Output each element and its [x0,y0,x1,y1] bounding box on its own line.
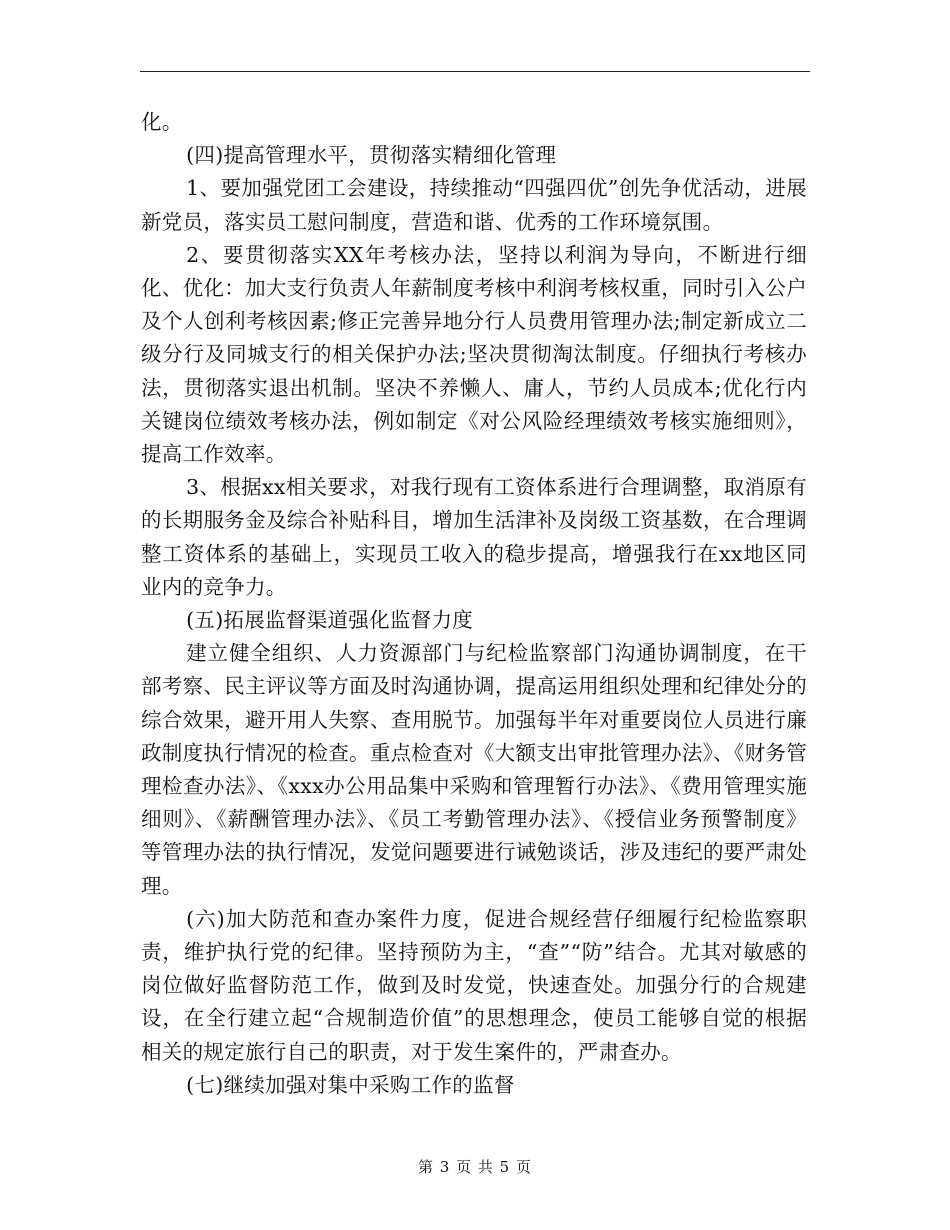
document-body [141,106,807,1102]
section-heading-7: (七)继续加强对集中采购工作的监督 [186,1072,515,1097]
paragraph: 1、要加强党团工会建设，持续推动“四强四优”创先争优活动，进展新党员，落实员工慰问制度，营造和谐、优秀的工作环境氛围。 [141,176,807,234]
header-rule [140,71,810,72]
section-heading-4: (四)提高管理水平，贯彻落实精细化管理 [186,143,557,168]
paragraph: (六)加大防范和查办案件力度，促进合规经营仔细履行纪检监察职责，维护执行党的纪律。坚持预防为主，“查”“防”结合。尤其对敏感的岗位做好监督防范工作，做到及时发觉，快速查处。加强分行的合规建设，在全行建立起“合规制造价值”的思想理念，使员工能够自觉的根据相关的规定旅行自己的职责，对于发生案件的，严肃查办。 [141,906,807,1064]
paragraph: 建立健全组织、人力资源部门与纪检监察部门沟通协调制度，在干部考察、民主评议等方面及时沟通协调，提高运用组织处理和纪律处分的综合效果，避开用人失察、查用脱节。加强每半年对重要岗位人员进行廉政制度执行情况的检查。重点检查对《大额支出审批管理办法》、《财务管理检查办法》、《xxx办公用品集中采购和管理暂行办法》、《费用管理实施细则》、《薪酬管理办法》、《员工考勤管理办法》、《授信业务预警制度》等管理办法的执行情况，发觉问题要进行诫勉谈话，涉及违纪的要严肃处理。 [141,641,807,898]
paragraph: 2、要贯彻落实XX年考核办法，坚持以利润为导向，不断进行细化、优化：加大支行负责人年薪制度考核中利润考核权重，同时引入公户及个人创利考核因素;修正完善异地分行人员费用管理办法;制定新成立二级分行及同城支行的相关保护办法;坚决贯彻淘汰制度。仔细执行考核办法，贯彻落实退出机制。坚决不养懒人、庸人，节约人员成本;优化行内关键岗位绩效考核办法，例如制定《对公风险经理绩效考核实施细则》，提高工作效率。 [141,242,807,467]
section-heading-5: (五)拓展监督渠道强化监督力度 [186,608,474,633]
paragraph: 3、根据xx相关要求，对我行现有工资体系进行合理调整，取消原有的长期服务金及综合补贴科目，增加生活津补及岗级工资基数，在合理调整工资体系的基础上，实现员工收入的稳步提高，增强我行在xx地区同业内的竞争力。 [141,475,807,599]
page-number-footer: 第 3 页 共 5 页 [418,1158,532,1176]
paragraph: 化。 [141,110,183,134]
